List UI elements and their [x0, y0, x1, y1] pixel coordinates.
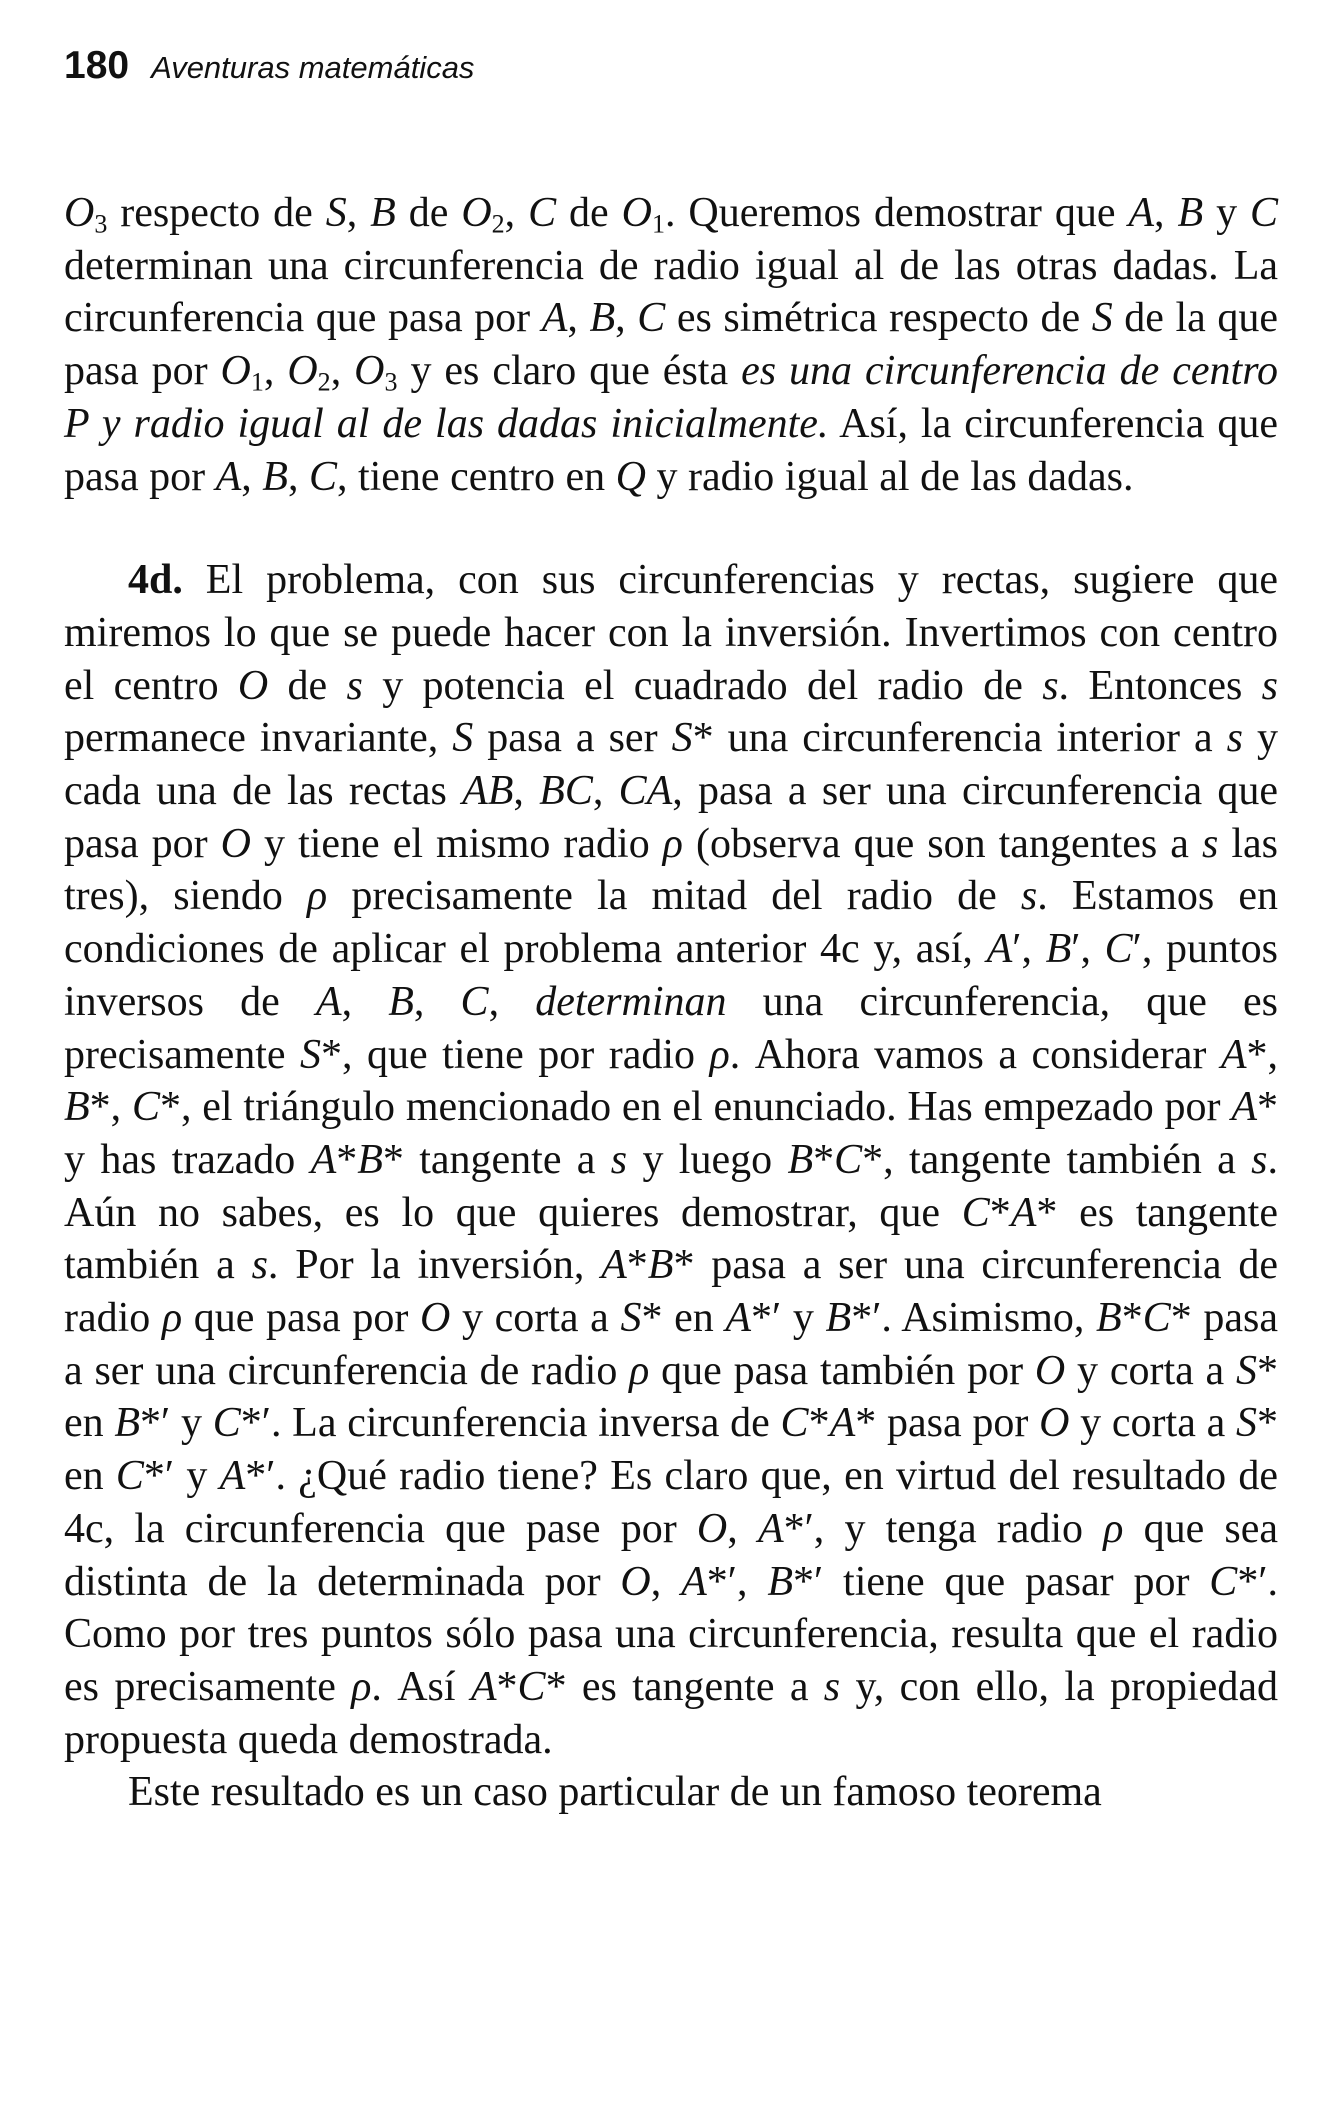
paragraph-continuation: $O_3$ respecto de S, B de $O_2$, C de $O_1$. Queremos demostrar que A, B y C determinan una circunferencia de radio igual al de las otras dadas. La circunferencia que pasa por A, B, C es simétrica respecto de S de la que pasa por $O_1$, $O_2$, $O_3$ y es claro que ésta es una circunferencia de centro P y radio igual al de las dadas inicialmente. Así, la circunferencia que pasa por A, B, C, tiene centro en Q y radio igual al de las dadas. [64, 190, 1279, 500]
page-body [64, 187, 1278, 1819]
page-number: 180 [64, 44, 130, 87]
book-page [64, 40, 1278, 1819]
paragraph-closing: Este resultado es un caso particular de un famoso teorema [128, 1769, 1102, 1816]
section-label-4d: 4d. [128, 557, 183, 604]
book-title: Aventuras matemáticas [151, 50, 475, 85]
running-head [64, 40, 1278, 92]
paragraph-section-4d: 4d. El problema, con sus circunferencias y rectas, sugiere que miremos lo que se puede hacer con la inversión. Invertimos con centro el centro O de s y potencia el cuadrado del radio de s. Entonces s permanece invariante, S pasa a ser S* una circunferencia interior a s y cada una de las rectas AB, BC, CA, pasa a ser una circunferencia que pasa por O y tiene el mismo radio ρ (observa que son tangentes a s las tres), siendo ρ precisamente la mitad del radio de s. Estamos en condiciones de aplicar el problema anterior 4c y, así, A′, B′, C′, puntos inversos de A, B, C, determinan una circunferencia, que es precisamente S*, que tiene por radio ρ. Ahora vamos a considerar A*, B*, C*, el triángulo mencionado en el enunciado. Has empezado por A* y has trazado A*B* tangente a s y luego B*C*, tangente también a s. Aún no sabes, es lo que quieres demostrar, que C*A* es tangente también a s. Por la inversión, A*B* pasa a ser una circunferencia de radio ρ que pasa por O y corta a S* en A*′ y B*′. Asimismo, B*C* pasa a ser una circunferencia de radio ρ que pasa también por O y corta a S* en B*′ y C*′. La circunferencia inversa de C*A* pasa por O y corta a S* en C*′ y A*′. ¿Qué radio tiene? Es claro que, en virtud del resultado de 4c, la circunferencia que pase por O, A*′, y tenga radio ρ que sea distinta de la determinada por O, A*′, B*′ tiene que pasar por C*′. Como por tres puntos sólo pasa una circunferencia, resulta que el radio es precisamente ρ. Así A*C* es tangente a s y, con ello, la propiedad propuesta queda demostrada. [64, 557, 1279, 1763]
